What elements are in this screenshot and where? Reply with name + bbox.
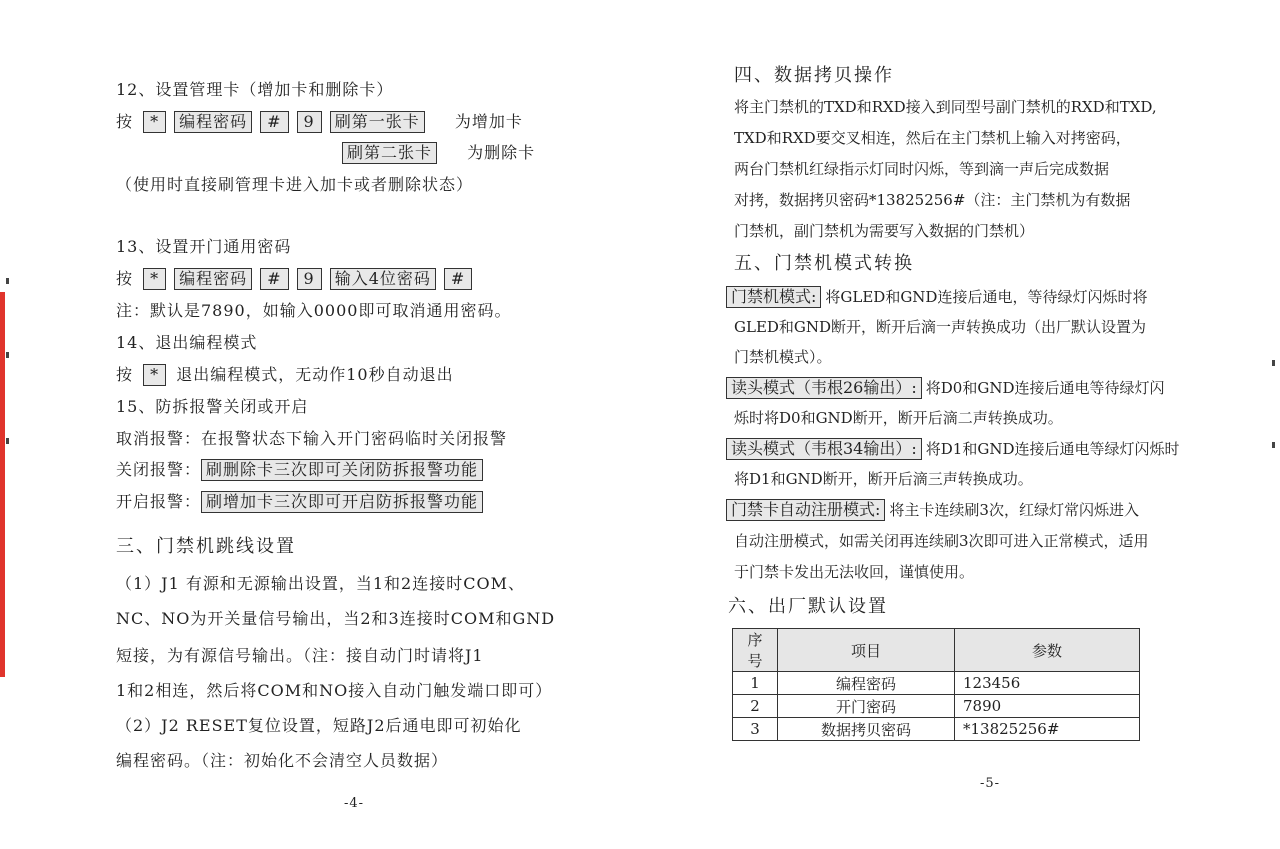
key-star: *: [143, 111, 166, 133]
mode-wiegand34-text: 将D1和GND连接后通电等绿灯闪烁时: [925, 440, 1180, 458]
section-14-row: [116, 364, 454, 386]
mode-wiegand26-row: [726, 377, 1164, 399]
section-4-line-4: 对拷，数据拷贝密码*13825256#（注：主门禁机为有数据: [734, 191, 1131, 209]
key-nine: 9: [297, 111, 322, 133]
table-row: [733, 695, 1140, 718]
mode-auto-register-line-2: 自动注册模式，如需关闭再连续刷3次即可进入正常模式，适用: [734, 532, 1149, 550]
open-alarm-row: [116, 491, 487, 513]
section-12-keys: [116, 111, 523, 133]
column-header: 项目: [778, 629, 955, 672]
mode-access-control-row: [726, 286, 1147, 308]
mode-access-control-line-3: 门禁机模式）。: [734, 348, 832, 366]
section-3-line-5: （2）J2 RESET复位设置，短路J2后通电即可初始化: [116, 716, 522, 735]
section-12-delete-row: [338, 142, 535, 164]
table-cell: 123456: [955, 672, 1140, 695]
section-4-line-1: 将主门禁机的TXD和RXD接入到同型号副门禁机的RXD和TXD,: [734, 98, 1157, 116]
section-5-heading: 五、门禁机模式转换: [734, 253, 914, 274]
cancel-alarm-text: 取消报警：在报警状态下输入开门密码临时关闭报警: [116, 429, 508, 448]
add-card-text: 为增加卡: [454, 112, 523, 131]
key-program-password: 编程密码: [174, 111, 252, 133]
table-row: [733, 718, 1140, 741]
close-alarm-box: 刷删除卡三次即可关闭防拆报警功能: [201, 459, 483, 481]
column-header: 参数: [955, 629, 1140, 672]
key-swipe-second-card: 刷第二张卡: [342, 142, 437, 164]
table-cell: 数据拷贝密码: [778, 718, 955, 741]
section-4-line-5: 门禁机，副门禁机为需要写入数据的门禁机）: [734, 222, 1035, 240]
page-number: -5-: [980, 776, 1001, 791]
mode-wiegand34-line-2: 将D1和GND断开，断开后滴三声转换成功。: [734, 470, 1033, 488]
section-6-heading: 六、出厂默认设置: [728, 596, 888, 617]
delete-card-text: 为删除卡: [467, 143, 536, 162]
mode-wiegand34-row: [726, 438, 1179, 460]
table-cell: 7890: [955, 695, 1140, 718]
press-label: 按: [116, 365, 134, 384]
mode-access-control-line-2: GLED和GND断开，断开后滴一声转换成功（出厂默认设置为: [734, 318, 1147, 336]
section-12-title: 12、设置管理卡（增加卡和删除卡）: [116, 80, 394, 99]
mode-auto-register-text: 将主卡连续刷3次，红绿灯常闪烁进入: [889, 501, 1139, 519]
table-cell: 1: [733, 672, 778, 695]
right-page: [640, 0, 1280, 849]
exit-text: 退出编程模式，无动作10秒自动退出: [176, 365, 454, 384]
section-12-note: （使用时直接刷管理卡进入加卡或者删除状态）: [116, 175, 474, 194]
section-3-heading: 三、门禁机跳线设置: [116, 536, 296, 557]
section-4-line-3: 两台门禁机红绿指示灯同时闪烁，等到滴一声后完成数据: [734, 160, 1110, 178]
mode-wiegand26-text: 将D0和GND连接后通电等待绿灯闪: [925, 379, 1165, 397]
mode-auto-register-row: [726, 499, 1139, 521]
key-program-password: 编程密码: [174, 268, 252, 290]
open-alarm-label: 开启报警：: [116, 492, 202, 511]
mode-wiegand26-line-2: 烁时将D0和GND断开，断开后滴二声转换成功。: [734, 409, 1063, 427]
press-label: 按: [116, 269, 134, 288]
table-cell: *13825256#: [955, 718, 1140, 741]
section-4-heading: 四、数据拷贝操作: [734, 65, 894, 86]
key-hash: #: [260, 111, 288, 133]
key-nine: 9: [297, 268, 322, 290]
mode-auto-register-line-3: 于门禁卡发出无法收回，谨慎使用。: [734, 563, 975, 581]
press-label: 按: [116, 112, 134, 131]
table-cell: 2: [733, 695, 778, 718]
key-hash: #: [444, 268, 472, 290]
table-cell: 3: [733, 718, 778, 741]
column-header: 序号: [733, 629, 778, 672]
open-alarm-box: 刷增加卡三次即可开启防拆报警功能: [201, 491, 483, 513]
key-input-4-digit-password: 输入4位密码: [330, 268, 436, 290]
mode-wiegand26-box: 读头模式（韦根26输出）:: [726, 377, 922, 399]
mode-wiegand34-box: 读头模式（韦根34输出）:: [726, 438, 922, 460]
section-3-line-4: 1和2相连，然后将COM和NO接入自动门触发端口即可）: [116, 681, 553, 700]
mode-access-control-text: 将GLED和GND连接后通电，等待绿灯闪烁时将: [825, 288, 1148, 306]
section-13-note: 注：默认是7890，如输入0000即可取消通用密码。: [116, 301, 512, 320]
section-13-keys: [116, 268, 476, 290]
table-cell: 开门密码: [778, 695, 955, 718]
key-hash: #: [260, 268, 288, 290]
table-header-row: [733, 629, 1140, 672]
section-3-line-3: 短接，为有源信号输出。（注：接自动门时请将J1: [116, 646, 484, 665]
table-cell: 编程密码: [778, 672, 955, 695]
section-3-line-2: NC、NO为开关量信号输出，当2和3连接时COM和GND: [116, 609, 556, 628]
table-row: [733, 672, 1140, 695]
factory-settings-table: [732, 628, 1140, 741]
page-number: -4-: [344, 796, 365, 811]
key-star: *: [143, 364, 166, 386]
key-star: *: [143, 268, 166, 290]
key-swipe-first-card: 刷第一张卡: [330, 111, 425, 133]
mode-auto-register-box: 门禁卡自动注册模式:: [726, 499, 885, 521]
section-14-title: 14、退出编程模式: [116, 333, 258, 352]
section-3-line-6: 编程密码。（注：初始化不会清空人员数据）: [116, 751, 449, 770]
close-alarm-row: [116, 459, 487, 481]
section-13-title: 13、设置开门通用密码: [116, 237, 292, 256]
section-4-line-2: TXD和RXD要交叉相连，然后在主门禁机上输入对拷密码，: [734, 129, 1131, 147]
section-15-title: 15、防拆报警关闭或开启: [116, 397, 309, 416]
mode-access-control-box: 门禁机模式:: [726, 286, 821, 308]
section-3-line-1: （1）J1 有源和无源输出设置，当1和2连接时COM、: [116, 574, 525, 593]
close-alarm-label: 关闭报警：: [116, 460, 202, 479]
